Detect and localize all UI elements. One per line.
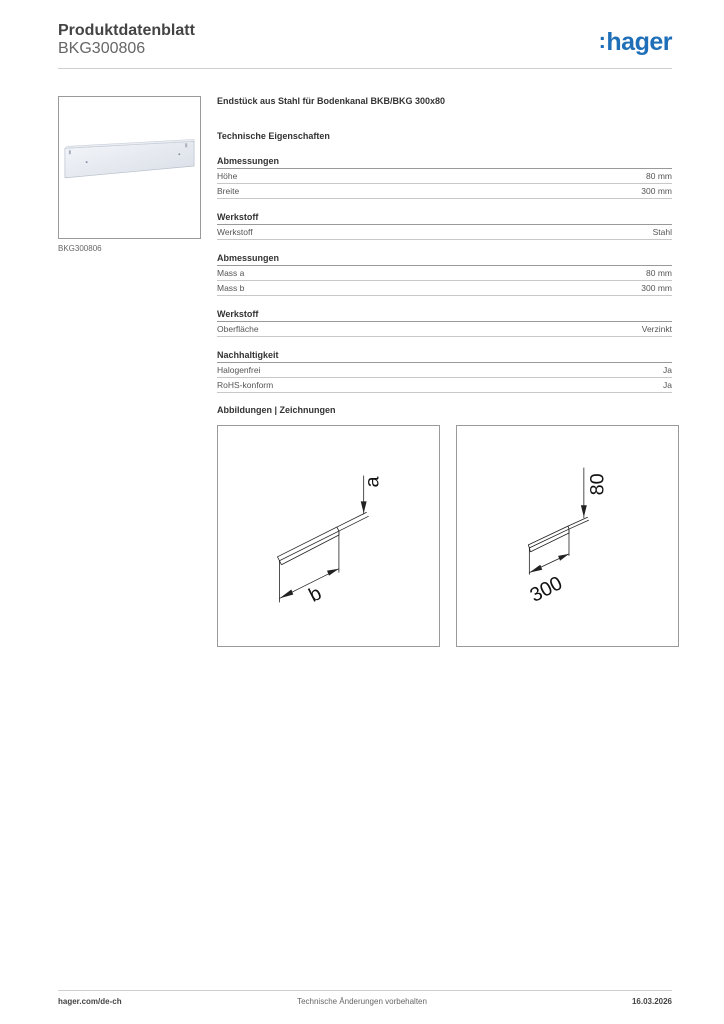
spec-row bbox=[217, 322, 672, 337]
technical-properties-title: Technische Eigenschaften bbox=[217, 131, 330, 141]
spec-value: 300 mm bbox=[641, 283, 672, 293]
spec-value: Ja bbox=[663, 365, 672, 375]
dimension-drawing-svg bbox=[457, 426, 678, 646]
hager-logo bbox=[599, 28, 672, 57]
logo-text: hager bbox=[606, 28, 672, 56]
spec-group-title: Abmessungen bbox=[217, 253, 280, 263]
product-description: Endstück aus Stahl für Bodenkanal BKB/BKG 300x80 bbox=[217, 96, 446, 106]
product-image bbox=[58, 96, 201, 239]
spec-group-title: Nachhaltigkeit bbox=[217, 350, 279, 360]
product-image-caption: BKG300806 bbox=[58, 244, 102, 253]
dimension-drawing-svg bbox=[218, 426, 439, 646]
spec-value: 80 mm bbox=[646, 268, 672, 278]
logo-prefix: : bbox=[598, 28, 606, 53]
page-title: Produktdatenblatt bbox=[58, 22, 195, 39]
spec-group-title: Abmessungen bbox=[217, 156, 280, 166]
spec-label: Breite bbox=[217, 186, 240, 196]
spec-group-title: Werkstoff bbox=[217, 309, 259, 319]
spec-group-material bbox=[217, 212, 672, 240]
spec-row bbox=[217, 363, 672, 378]
spec-label: Höhe bbox=[217, 171, 238, 181]
spec-row bbox=[217, 281, 672, 296]
spec-value: 80 mm bbox=[646, 171, 672, 181]
spec-value: Stahl bbox=[652, 227, 672, 237]
spec-group-dimensions-ab bbox=[217, 253, 672, 296]
spec-label: Mass b bbox=[217, 283, 245, 293]
spec-label: RoHS-konform bbox=[217, 380, 274, 390]
spec-group-dimensions bbox=[217, 156, 672, 199]
spec-group-title: Werkstoff bbox=[217, 212, 259, 222]
footer-notice: Technische Änderungen vorbehalten bbox=[297, 997, 427, 1006]
spec-row bbox=[217, 169, 672, 184]
header-divider bbox=[58, 68, 672, 69]
dimension-drawing-measured bbox=[456, 425, 679, 647]
end-piece-illustration bbox=[59, 97, 200, 238]
footer-divider bbox=[58, 990, 672, 991]
spec-group-surface bbox=[217, 309, 672, 337]
spec-label: Oberfläche bbox=[217, 324, 259, 334]
drawings-title: Abbildungen | Zeichnungen bbox=[217, 405, 336, 415]
spec-value: Ja bbox=[663, 380, 672, 390]
width-dimension-label: 300 bbox=[526, 572, 567, 607]
spec-row bbox=[217, 378, 672, 393]
height-dimension-label: a bbox=[361, 476, 384, 488]
spec-label: Mass a bbox=[217, 268, 245, 278]
spec-row bbox=[217, 225, 672, 240]
spec-label: Halogenfrei bbox=[217, 365, 261, 375]
footer-website: hager.com/de-ch bbox=[58, 997, 122, 1006]
article-number: BKG300806 bbox=[58, 40, 146, 57]
footer-date: 16.03.2026 bbox=[631, 997, 672, 1006]
product-info bbox=[217, 96, 672, 393]
height-dimension-label: 80 bbox=[586, 473, 609, 496]
dimension-drawing-generic bbox=[217, 425, 440, 647]
spec-row bbox=[217, 266, 672, 281]
spec-value: Verzinkt bbox=[641, 324, 672, 334]
spec-value: 300 mm bbox=[641, 186, 672, 196]
spec-label: Werkstoff bbox=[217, 227, 253, 237]
spec-group-sustainability bbox=[217, 350, 672, 393]
width-dimension-label: b bbox=[305, 582, 326, 607]
spec-row bbox=[217, 184, 672, 199]
